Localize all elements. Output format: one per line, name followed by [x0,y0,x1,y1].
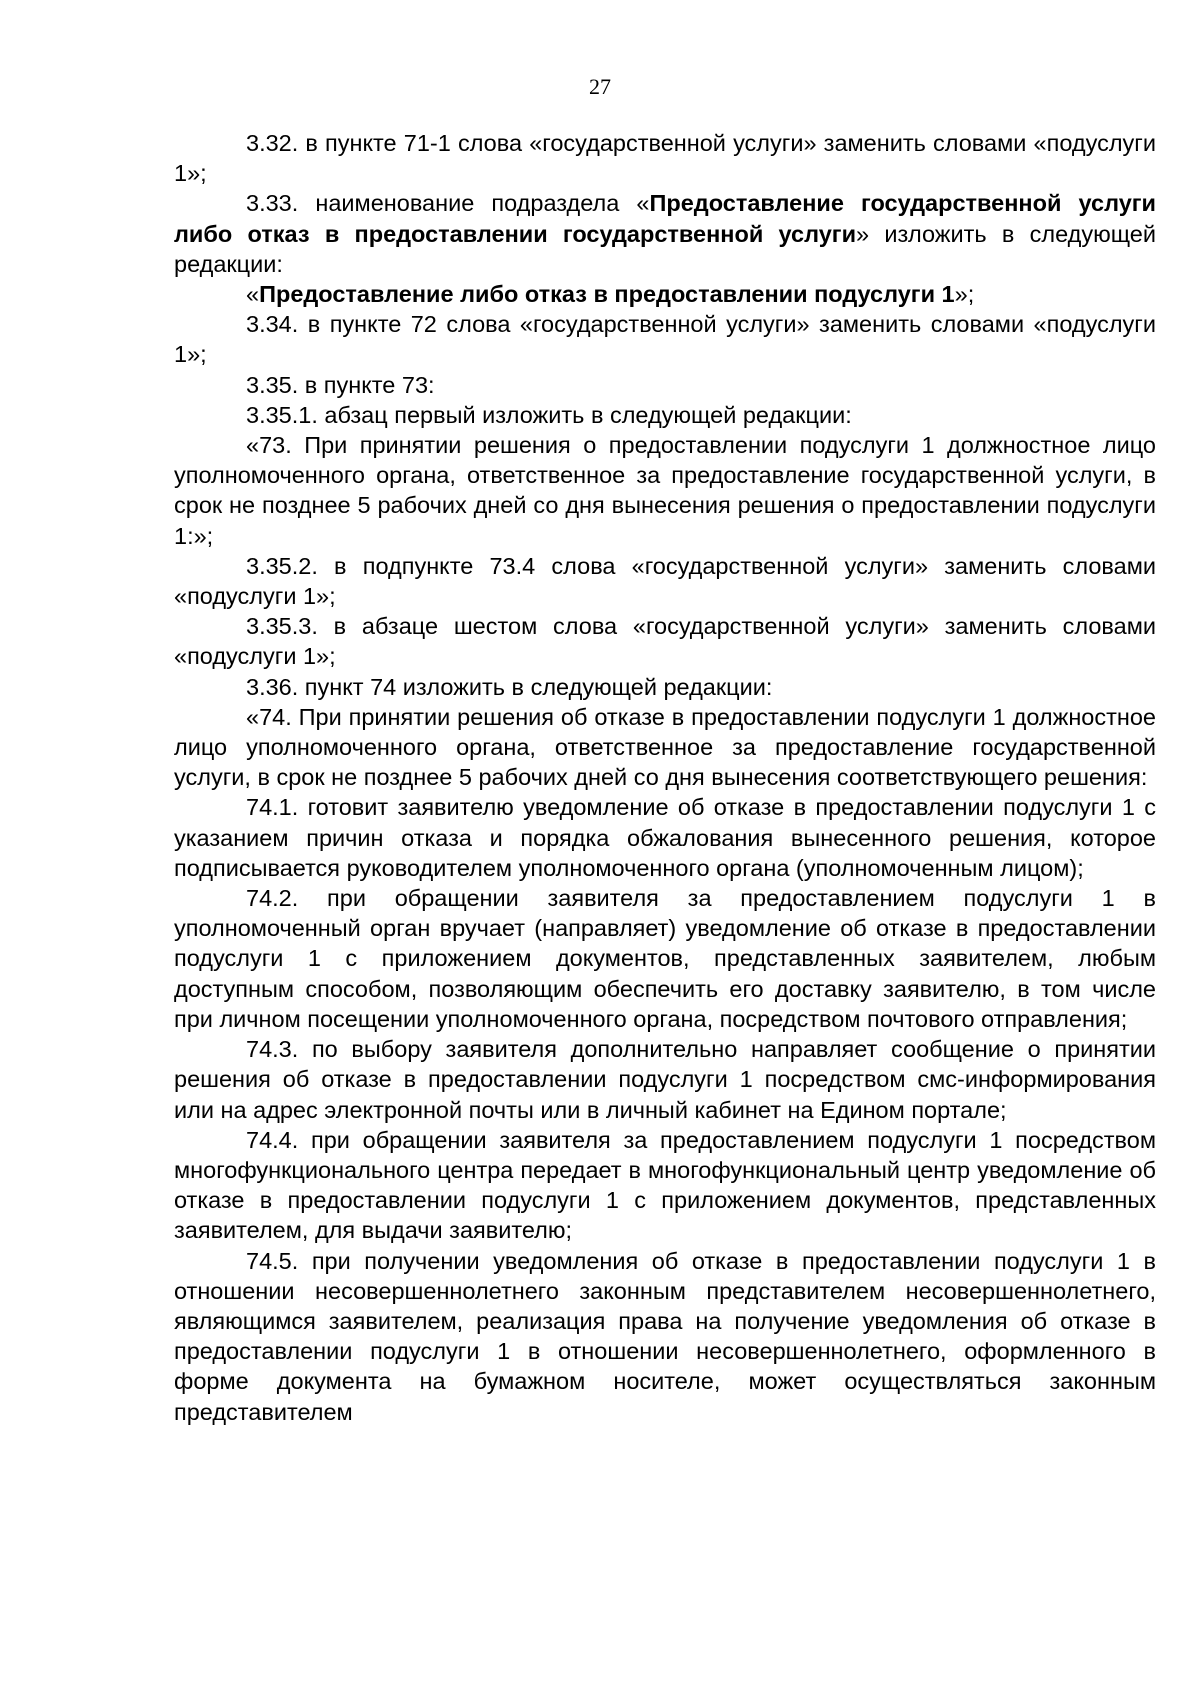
paragraph-new-title [174,279,1156,309]
paragraph-74-3: 74.3. по выбору заявителя дополнительно направляет сообщение о принятии решения об отказе в предоставлении подуслуги 1 посредством смс-информирования или на адрес электронной почты или в личный кабинет на Едином портале; [174,1036,1156,1123]
paragraph-3-33 [174,188,1156,279]
paragraph-3-32: 3.32. в пункте 71-1 слова «государственной услуги» заменить словами «подуслуги 1»; [174,130,1156,187]
paragraph-74-2: 74.2. при обращении заявителя за предоставлением подуслуги 1 в уполномоченный орган вручает (направляет) уведомление об отказе в предоставлении подуслуги 1 с приложением документов, представленных заявителем, любым доступным способом, позволяющим обеспечить его доставку заявителю, в том числе при личном посещении уполномоченного органа, посредством почтового отправления; [174,885,1156,1032]
paragraph-74-1: 74.1. готовит заявителю уведомление об отказе в предоставлении подуслуги 1 с указанием причин отказа и порядка обжалования вынесенного решения, которое подписывается руководителем уполномоченного органа (уполномоченным лицом); [174,794,1156,881]
paragraph-74-4: 74.4. при обращении заявителя за предоставлением подуслуги 1 посредством многофункционального центра передает в многофункциональный центр уведомление об отказе в предоставлении подуслуги 1 с приложением документов, представленных заявителем, для выдачи заявителю; [174,1126,1156,1244]
paragraph-text: 3.33. наименование подраздела « [246,190,650,217]
paragraph-73-quote: «73. При принятии решения о предоставлении подуслуги 1 должностное лицо уполномоченного органа, ответственное за предоставление государственной услуги, в срок не позднее 5 рабочих дней со дня вынесения решения о предоставлении подуслуги 1:»; [174,432,1156,549]
bold-subsection-title: Предоставление государственной услуги либо отказ в предоставлении государственной услуги [174,190,1156,247]
page-number: 27 [589,74,611,99]
paragraph-3-36: 3.36. пункт 74 изложить в следующей редакции: [246,673,773,700]
paragraph-text: »; [954,281,975,308]
paragraph-3-35-3: 3.35.3. в абзаце шестом слова «государственной услуги» заменить словами «подуслуги 1»; [174,613,1156,670]
paragraph-3-35-2: 3.35.2. в подпункте 73.4 слова «государственной услуги» заменить словами «подуслуги 1»; [174,552,1156,610]
paragraph-text: « [246,281,260,308]
paragraph-3-34: 3.34. в пункте 72 слова «государственной услуги» заменить словами «подуслуги 1»; [174,311,1156,368]
paragraph-3-35-1: 3.35.1. абзац первый изложить в следующей редакции: [246,401,852,428]
paragraph-text: » изложить в следующей редакции: [174,220,1156,277]
bold-subsection-title: Предоставление либо отказ в предоставлении подуслуги 1 [259,281,955,308]
document-body [174,128,1156,1427]
paragraph-74-5: 74.5. при получении уведомления об отказе в предоставлении подуслуги 1 в отношении несовершеннолетнего законным представителем несовершеннолетнего, являющимся заявителем, реализация права на получение уведомления об отказе в предоставлении подуслуги 1 в отношении несовершеннолетнего, оформленного в форме документа на бумажном носителе, может осуществляться законным представителем [174,1247,1156,1425]
paragraph-3-35: 3.35. в пункте 73: [246,371,435,398]
paragraph-74-quote: «74. При принятии решения об отказе в предоставлении подуслуги 1 должностное лицо уполномоченного органа, ответственное за предоставление государственной услуги, в срок не позднее 5 рабочих дней со дня вынесения соответствующего решения: [174,703,1156,791]
